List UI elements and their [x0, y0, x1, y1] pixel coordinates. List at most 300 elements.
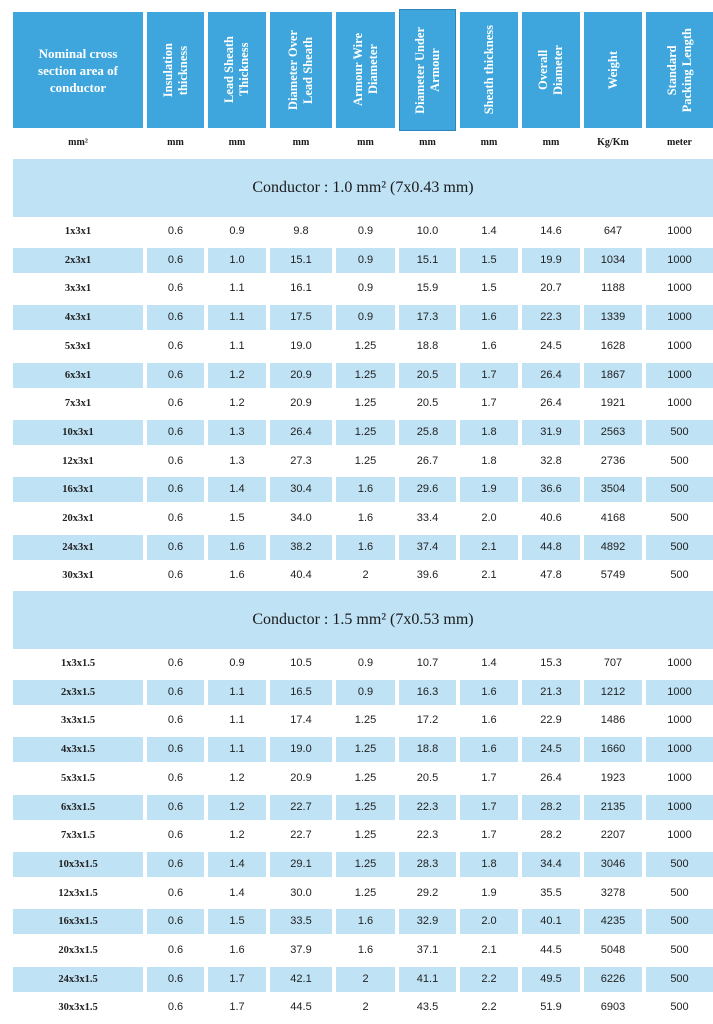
table-row [0, 823, 713, 848]
cell-sheath: 1.4 [481, 225, 497, 237]
table-row [0, 795, 713, 820]
cell-dia-under-armour: 32.9 [399, 909, 456, 934]
cell-weight: 1921 [600, 397, 626, 409]
cell-conductor: 24x3x1.5 [13, 967, 143, 992]
table-row [0, 881, 713, 906]
cell-weight: 1867 [584, 363, 642, 388]
cell-lead-sheath: 1.2 [229, 829, 245, 841]
cell-dia-under-armour: 26.7 [416, 455, 439, 467]
cell-packing-length: 1000 [667, 340, 692, 352]
cell-overall-dia: 44.5 [540, 944, 562, 956]
cell-conductor: 20x3x1 [62, 513, 94, 524]
cell-armour-wire: 0.9 [336, 305, 395, 330]
cell-armour-wire: 1.25 [354, 714, 377, 726]
table-row [0, 967, 713, 992]
cell-overall-dia: 14.6 [540, 225, 562, 237]
cell-dia-under-armour: 29.2 [416, 887, 439, 899]
cell-armour-wire: 1.6 [357, 512, 374, 524]
cell-sheath: 2.2 [460, 967, 518, 992]
cell-insulation: 0.6 [147, 852, 204, 877]
cell-conductor: 2x3x1.5 [13, 680, 143, 705]
conductor-section-title: Conductor : 1.5 mm² (7x0.53 mm) [13, 591, 713, 649]
cell-overall-dia: 47.8 [540, 569, 562, 581]
cell-lead-sheath: 1.1 [229, 340, 245, 352]
table-row [0, 708, 713, 733]
cell-dia-over-lead: 44.5 [290, 1001, 312, 1013]
cell-lead-sheath: 1.1 [229, 282, 245, 294]
unit-lead-sheath: mm [228, 137, 246, 148]
cell-conductor: 5x3x1.5 [60, 773, 96, 784]
cell-packing-length: 1000 [667, 397, 692, 409]
header-label: Diameter Over Lead Sheath [286, 30, 315, 110]
cell-overall-dia: 24.5 [522, 737, 580, 762]
cell-lead-sheath: 1.2 [229, 397, 245, 409]
cell-dia-over-lead: 19.0 [290, 340, 312, 352]
cell-dia-over-lead: 20.9 [290, 397, 312, 409]
cell-sheath: 1.4 [481, 657, 497, 669]
cell-dia-over-lead: 27.3 [290, 455, 312, 467]
cell-armour-wire: 1.25 [354, 340, 377, 352]
cell-overall-dia: 51.9 [540, 1001, 562, 1013]
cell-weight: 1628 [600, 340, 626, 352]
cell-packing-length: 1000 [667, 829, 692, 841]
cell-sheath: 1.8 [460, 852, 518, 877]
cell-insulation: 0.6 [147, 305, 204, 330]
cell-dia-over-lead: 16.1 [290, 282, 312, 294]
cell-overall-dia: 36.6 [522, 477, 580, 502]
cell-weight: 6226 [584, 967, 642, 992]
cell-sheath: 1.8 [460, 420, 518, 445]
cell-armour-wire: 1.6 [336, 535, 395, 560]
cell-dia-under-armour: 18.8 [399, 737, 456, 762]
cell-armour-wire: 1.6 [357, 944, 374, 956]
cell-conductor: 12x3x1 [62, 456, 94, 467]
cell-overall-dia: 44.8 [522, 535, 580, 560]
table-row [0, 363, 713, 388]
header-weight [584, 12, 642, 128]
cell-insulation: 0.6 [167, 340, 184, 352]
cell-sheath: 1.7 [481, 829, 497, 841]
unit-dia-under-armour: mm [419, 137, 436, 148]
cell-conductor: 3x3x1 [64, 283, 92, 294]
cell-packing-length: 1000 [667, 772, 692, 784]
cell-weight: 2207 [600, 829, 626, 841]
cell-conductor: 10x3x1 [13, 420, 143, 445]
cell-weight: 5048 [600, 944, 626, 956]
cell-conductor: 1x3x1 [64, 226, 92, 237]
cell-dia-over-lead: 22.7 [270, 795, 332, 820]
cell-armour-wire: 1.25 [336, 795, 395, 820]
cell-weight: 4235 [584, 909, 642, 934]
cell-overall-dia: 22.3 [522, 305, 580, 330]
cell-lead-sheath: 1.1 [208, 737, 266, 762]
cell-dia-under-armour: 25.8 [399, 420, 456, 445]
cell-dia-over-lead: 17.5 [270, 305, 332, 330]
cell-insulation: 0.6 [147, 477, 204, 502]
cell-packing-length: 1000 [667, 282, 692, 294]
cell-dia-over-lead: 33.5 [270, 909, 332, 934]
cell-dia-over-lead: 15.1 [270, 248, 332, 273]
cell-packing-length: 500 [646, 535, 713, 560]
header-overall-dia [522, 12, 580, 128]
cell-sheath: 1.6 [481, 714, 497, 726]
cell-dia-under-armour: 33.4 [416, 512, 439, 524]
cell-dia-under-armour: 17.2 [416, 714, 439, 726]
cell-insulation: 0.6 [147, 535, 204, 560]
cell-sheath: 1.7 [460, 363, 518, 388]
cell-dia-under-armour: 22.3 [399, 795, 456, 820]
cell-lead-sheath: 1.7 [229, 1001, 245, 1013]
cell-dia-under-armour: 15.1 [399, 248, 456, 273]
cell-dia-under-armour: 20.5 [399, 363, 456, 388]
cell-sheath: 1.7 [481, 772, 497, 784]
header-insulation [147, 12, 204, 128]
cell-overall-dia: 21.3 [522, 680, 580, 705]
table-row [0, 391, 713, 416]
unit-packing-length: meter [667, 137, 692, 148]
cell-lead-sheath: 0.9 [229, 225, 245, 237]
cell-weight: 1188 [601, 282, 625, 294]
cell-overall-dia: 28.2 [540, 829, 562, 841]
header-label: Standard Packing Length [664, 27, 694, 113]
header-packing-length [646, 12, 713, 128]
cell-dia-under-armour: 43.5 [416, 1001, 439, 1013]
cell-armour-wire: 1.25 [354, 455, 377, 467]
cell-sheath: 1.6 [460, 305, 518, 330]
cell-overall-dia: 24.5 [540, 340, 562, 352]
unit-armour-wire: mm [357, 137, 374, 148]
cell-packing-length: 1000 [667, 657, 692, 669]
cell-overall-dia: 31.9 [522, 420, 580, 445]
cell-lead-sheath: 1.4 [229, 887, 245, 899]
cell-sheath: 2.1 [481, 944, 497, 956]
cell-conductor: 16x3x1.5 [13, 909, 143, 934]
cell-conductor: 30x3x1.5 [58, 1002, 98, 1013]
cell-dia-over-lead: 40.4 [290, 569, 312, 581]
cell-insulation: 0.6 [147, 248, 204, 273]
cell-dia-over-lead: 16.5 [270, 680, 332, 705]
cell-dia-under-armour: 20.5 [416, 397, 439, 409]
cell-packing-length: 1000 [667, 714, 692, 726]
cell-insulation: 0.6 [167, 657, 184, 669]
cell-weight: 1486 [600, 714, 626, 726]
cell-dia-under-armour: 29.6 [399, 477, 456, 502]
cell-packing-length: 1000 [646, 680, 713, 705]
cell-weight: 1923 [600, 772, 626, 784]
cell-insulation: 0.6 [167, 455, 184, 467]
cell-packing-length: 1000 [646, 363, 713, 388]
cell-lead-sheath: 1.6 [208, 535, 266, 560]
cell-overall-dia: 40.6 [540, 512, 562, 524]
cell-dia-over-lead: 34.0 [290, 512, 312, 524]
table-row [0, 766, 713, 791]
cell-lead-sheath: 1.3 [208, 420, 266, 445]
unit-conductor: mm² [68, 137, 88, 148]
cell-dia-under-armour: 10.0 [416, 225, 439, 237]
cell-dia-under-armour: 41.1 [399, 967, 456, 992]
header-label: Lead Sheath Thickness [222, 36, 251, 104]
cell-insulation: 0.6 [147, 363, 204, 388]
cell-dia-under-armour: 28.3 [399, 852, 456, 877]
cell-dia-over-lead: 20.9 [270, 363, 332, 388]
cell-insulation: 0.6 [167, 397, 184, 409]
cell-dia-over-lead: 30.4 [270, 477, 332, 502]
cell-conductor: 2x3x1 [13, 248, 143, 273]
cell-insulation: 0.6 [167, 772, 184, 784]
header-dia-over-lead [270, 12, 332, 128]
cell-weight: 1034 [584, 248, 642, 273]
cell-overall-dia: 26.4 [522, 363, 580, 388]
unit-overall-dia: mm [542, 137, 560, 148]
cell-armour-wire: 1.6 [336, 909, 395, 934]
cell-overall-dia: 22.9 [540, 714, 562, 726]
cell-lead-sheath: 1.5 [208, 909, 266, 934]
cell-conductor: 5x3x1 [64, 341, 92, 352]
table-row [0, 651, 713, 676]
header-armour-wire [336, 12, 395, 128]
cell-insulation: 0.6 [147, 967, 204, 992]
cell-dia-under-armour: 17.3 [399, 305, 456, 330]
cell-sheath: 1.7 [460, 795, 518, 820]
cell-armour-wire: 0.9 [336, 680, 395, 705]
table-row [0, 506, 713, 531]
cell-sheath: 2.2 [481, 1001, 497, 1013]
cell-dia-over-lead: 10.5 [290, 657, 312, 669]
cell-armour-wire: 1.25 [354, 887, 377, 899]
header-conductor [13, 12, 143, 128]
cell-armour-wire: 0.9 [336, 248, 395, 273]
table-row [0, 477, 713, 502]
unit-insulation: mm [167, 137, 184, 148]
cell-insulation: 0.6 [167, 714, 184, 726]
cell-weight: 1212 [584, 680, 642, 705]
cell-conductor: 10x3x1.5 [13, 852, 143, 877]
cell-dia-over-lead: 19.0 [270, 737, 332, 762]
cell-insulation: 0.6 [147, 795, 204, 820]
cell-sheath: 1.6 [460, 737, 518, 762]
cell-weight: 6903 [600, 1001, 626, 1013]
cell-conductor: 24x3x1 [13, 535, 143, 560]
cell-armour-wire: 1.25 [336, 737, 395, 762]
cell-overall-dia: 19.9 [522, 248, 580, 273]
unit-dia-over-lead: mm [292, 137, 310, 148]
cell-lead-sheath: 1.1 [208, 305, 266, 330]
cell-insulation: 0.6 [167, 1001, 184, 1013]
cell-packing-length: 1000 [667, 225, 692, 237]
cell-dia-over-lead: 29.1 [270, 852, 332, 877]
cell-dia-over-lead: 17.4 [290, 714, 312, 726]
cell-dia-over-lead: 38.2 [270, 535, 332, 560]
cell-insulation: 0.6 [167, 887, 184, 899]
table-row [0, 420, 713, 445]
header-label: Nominal cross section area of conductor [38, 45, 118, 95]
table-row [0, 680, 713, 705]
cell-packing-length: 500 [670, 512, 689, 524]
cell-lead-sheath: 1.4 [208, 477, 266, 502]
cell-weight: 4168 [600, 512, 626, 524]
cell-armour-wire: 1.6 [336, 477, 395, 502]
cell-lead-sheath: 1.1 [229, 714, 245, 726]
table-row [0, 995, 713, 1020]
cell-armour-wire: 0.9 [357, 282, 374, 294]
cell-conductor: 12x3x1.5 [58, 888, 98, 899]
cell-insulation: 0.6 [167, 225, 184, 237]
cell-armour-wire: 1.25 [354, 772, 377, 784]
cell-dia-over-lead: 20.9 [290, 772, 312, 784]
cell-insulation: 0.6 [167, 569, 184, 581]
cell-sheath: 1.7 [481, 397, 497, 409]
cell-lead-sheath: 1.7 [208, 967, 266, 992]
cell-weight: 3504 [584, 477, 642, 502]
header-sheath [460, 12, 518, 128]
table-row [0, 305, 713, 330]
cell-sheath: 1.6 [481, 340, 497, 352]
cell-dia-under-armour: 39.6 [416, 569, 439, 581]
cell-packing-length: 500 [670, 455, 689, 467]
cell-conductor: 4x3x1.5 [13, 737, 143, 762]
cell-dia-over-lead: 42.1 [270, 967, 332, 992]
cell-sheath: 1.9 [460, 477, 518, 502]
cell-lead-sheath: 1.4 [208, 852, 266, 877]
cell-overall-dia: 32.8 [540, 455, 562, 467]
cell-dia-over-lead: 37.9 [290, 944, 312, 956]
cell-armour-wire: 2 [362, 569, 369, 581]
cell-lead-sheath: 1.6 [229, 569, 245, 581]
cell-packing-length: 1000 [646, 305, 713, 330]
cell-dia-under-armour: 10.7 [416, 657, 439, 669]
cell-armour-wire: 2 [362, 1001, 369, 1013]
cell-weight: 5749 [600, 569, 626, 581]
unit-sheath: mm [480, 137, 498, 148]
conductor-section-title: Conductor : 1.0 mm² (7x0.43 mm) [13, 159, 713, 217]
cell-dia-over-lead: 30.0 [290, 887, 312, 899]
cell-lead-sheath: 1.2 [208, 363, 266, 388]
cell-insulation: 0.6 [147, 909, 204, 934]
cell-insulation: 0.6 [147, 680, 204, 705]
cell-lead-sheath: 1.1 [208, 680, 266, 705]
cell-lead-sheath: 0.9 [229, 657, 245, 669]
table-row [0, 219, 713, 244]
cell-sheath: 1.6 [460, 680, 518, 705]
cell-conductor: 16x3x1 [13, 477, 143, 502]
cell-weight: 3278 [600, 887, 626, 899]
cell-overall-dia: 34.4 [522, 852, 580, 877]
cell-packing-length: 500 [670, 1001, 689, 1013]
cell-weight: 1660 [584, 737, 642, 762]
cell-dia-under-armour: 20.5 [416, 772, 439, 784]
cell-armour-wire: 1.25 [336, 363, 395, 388]
cell-lead-sheath: 1.6 [229, 944, 245, 956]
cell-packing-length: 500 [646, 420, 713, 445]
cell-dia-under-armour: 37.1 [416, 944, 439, 956]
cell-lead-sheath: 1.3 [229, 455, 245, 467]
cell-weight: 2135 [584, 795, 642, 820]
cell-conductor: 6x3x1.5 [13, 795, 143, 820]
header-label: Diameter Under Armour [412, 26, 442, 114]
cell-conductor: 20x3x1.5 [58, 945, 98, 956]
cell-lead-sheath: 1.0 [208, 248, 266, 273]
table-row [0, 449, 713, 474]
cell-packing-length: 500 [646, 477, 713, 502]
header-dia-under-armour [399, 9, 456, 131]
cell-lead-sheath: 1.2 [229, 772, 245, 784]
header-lead-sheath [208, 12, 266, 128]
cell-armour-wire: 0.9 [357, 225, 374, 237]
cell-weight: 3046 [584, 852, 642, 877]
cell-conductor: 7x3x1 [64, 398, 92, 409]
cell-dia-under-armour: 22.3 [416, 829, 439, 841]
cell-armour-wire: 1.25 [336, 852, 395, 877]
cell-dia-over-lead: 9.8 [293, 225, 309, 237]
header-label: Overall Diameter [536, 45, 565, 95]
cell-insulation: 0.6 [167, 282, 184, 294]
cell-overall-dia: 26.4 [540, 772, 562, 784]
cell-overall-dia: 49.5 [522, 967, 580, 992]
unit-weight: Kg/Km [597, 137, 629, 148]
cell-conductor: 6x3x1 [13, 363, 143, 388]
cell-conductor: 3x3x1.5 [60, 715, 96, 726]
cell-armour-wire: 1.25 [336, 420, 395, 445]
header-label: Armour Wire Diameter [350, 33, 380, 107]
cell-overall-dia: 28.2 [522, 795, 580, 820]
cell-overall-dia: 15.3 [540, 657, 562, 669]
cell-packing-length: 500 [670, 887, 689, 899]
cell-overall-dia: 26.4 [540, 397, 562, 409]
cell-dia-under-armour: 37.4 [399, 535, 456, 560]
cell-sheath: 2.0 [481, 512, 497, 524]
cell-conductor: 4x3x1 [13, 305, 143, 330]
cell-lead-sheath: 1.5 [229, 512, 245, 524]
cell-packing-length: 500 [670, 944, 689, 956]
cell-overall-dia: 35.5 [540, 887, 562, 899]
cell-weight: 707 [603, 657, 623, 669]
cell-dia-under-armour: 16.3 [399, 680, 456, 705]
cell-weight: 4892 [584, 535, 642, 560]
table-row [0, 563, 713, 588]
cell-packing-length: 1000 [646, 737, 713, 762]
cell-sheath: 1.5 [460, 248, 518, 273]
cell-packing-length: 1000 [646, 248, 713, 273]
cell-packing-length: 500 [646, 909, 713, 934]
cell-insulation: 0.6 [147, 737, 204, 762]
table-row [0, 334, 713, 359]
cell-sheath: 1.8 [481, 455, 497, 467]
cell-packing-length: 500 [646, 967, 713, 992]
table-row [0, 535, 713, 560]
header-label: Weight [605, 50, 620, 90]
cell-overall-dia: 40.1 [522, 909, 580, 934]
cell-armour-wire: 1.25 [354, 397, 377, 409]
cell-armour-wire: 0.9 [357, 657, 374, 669]
cell-dia-over-lead: 22.7 [290, 829, 312, 841]
cell-weight: 647 [603, 225, 623, 237]
cell-conductor: 1x3x1.5 [60, 658, 96, 669]
cell-insulation: 0.6 [167, 944, 184, 956]
table-row [0, 909, 713, 934]
cell-packing-length: 500 [646, 852, 713, 877]
table-row [0, 276, 713, 301]
cell-insulation: 0.6 [147, 420, 204, 445]
cell-conductor: 7x3x1.5 [60, 830, 96, 841]
cell-packing-length: 1000 [646, 795, 713, 820]
table-row [0, 852, 713, 877]
cell-weight: 2736 [600, 455, 626, 467]
cell-sheath: 2.1 [460, 535, 518, 560]
table-row [0, 737, 713, 762]
cell-insulation: 0.6 [167, 512, 184, 524]
header-label: Insulation thickness [160, 42, 190, 98]
cell-armour-wire: 2 [336, 967, 395, 992]
